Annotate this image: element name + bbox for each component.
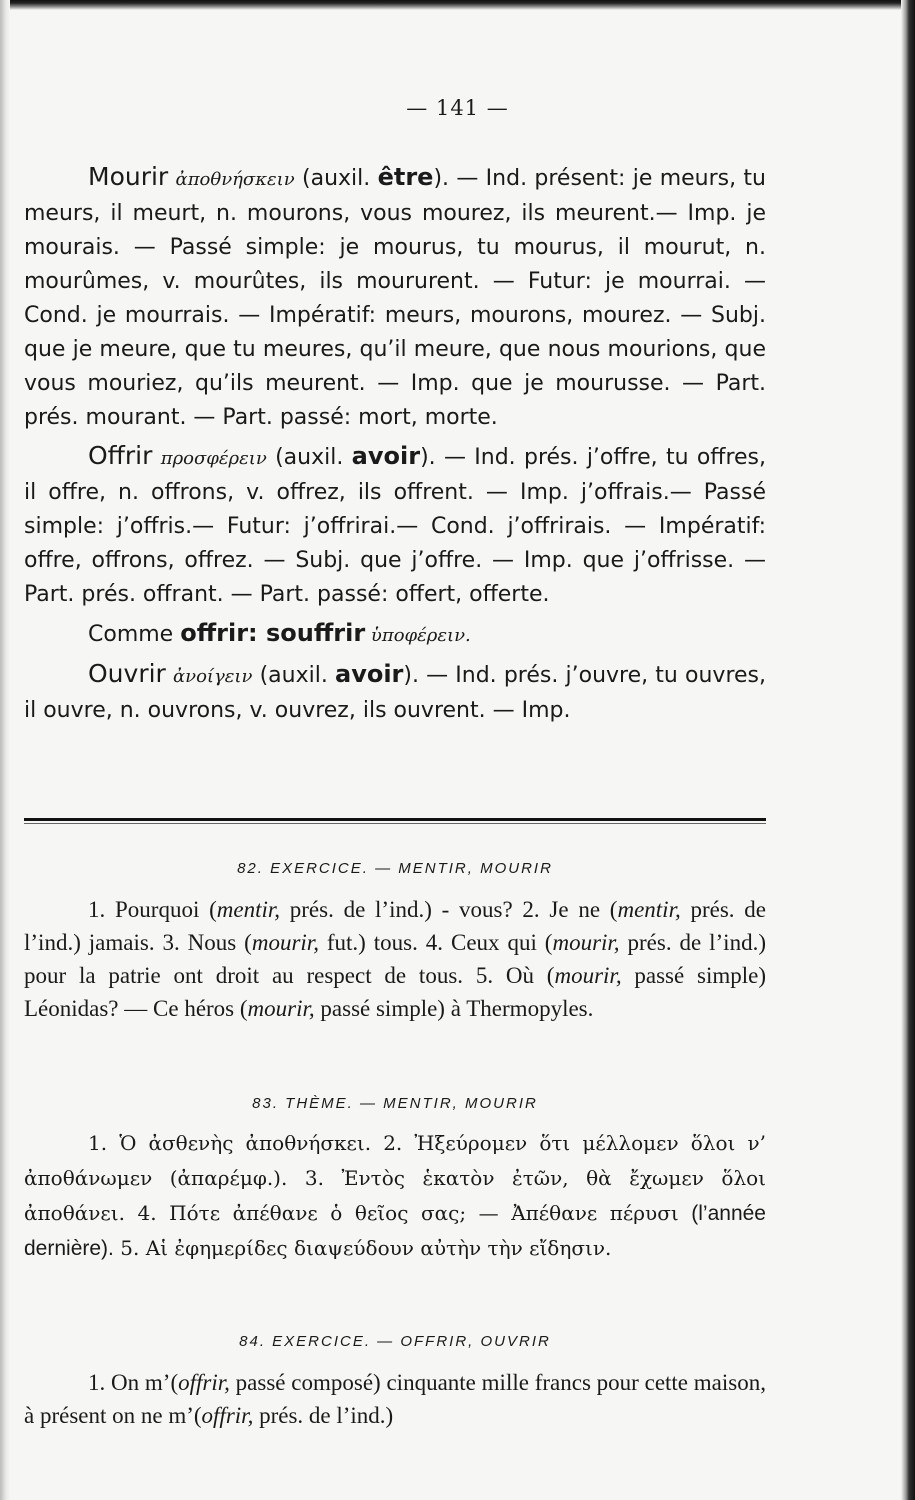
ex82-text-1: 1. Pourquoi ( (88, 897, 217, 922)
exercise-84-heading: 84. EXERCICE. — OFFRIR, OUVRIR (239, 1333, 551, 1350)
auxiliary-ouvrir: avoir (335, 660, 404, 688)
ex84-text-3: prés. de l’ind.) (253, 1403, 394, 1428)
exercise-83-heading: 83. THÈME. — MENTIR, MOURIR (252, 1095, 538, 1112)
conjugation-offrir: ). — Ind. prés. j’offre, tu offres, il offre, n. offrons, v. offrez, ils offrent. — Imp. j’offrais.— Passé simple: j’offris.— Futur: j’offrirai.— Cond. j’offrirais. — Impératif: offre, offrons, offrez. — Subj. que j’offre. — Imp. que j’offrisse. — Part. prés. offrant. — Part. passé: offert, offerte. (24, 445, 767, 607)
section-divider-thin (24, 823, 766, 824)
ex82-text-4: fut.) tous. 4. Ceux qui ( (318, 930, 553, 955)
entry-comme-offrir (24, 616, 766, 653)
ex82-verb-2: mentir, (617, 897, 681, 922)
headword-ouvrir: Ouvrir (88, 659, 166, 688)
conjugation-entries (24, 160, 766, 728)
conjugation-ouvrir: ). — Ind. prés. j’ouvre, tu ouvres, il ouvre, n. ouvrons, v. ouvrez, ils ouvrent. — Imp. (24, 663, 767, 723)
auxiliary-offrir: avoir (351, 442, 421, 470)
section-divider (24, 818, 766, 821)
entry-ouvrir (24, 657, 766, 728)
ex83-french-gloss: (l’année dernière). (24, 1202, 766, 1260)
ex83-greek-2: 5. Αἱ ἐφημερίδες διαψεύδουν αὐτὴν τὴν εἴδησιν. (113, 1236, 612, 1260)
auxiliary-mourir: être (377, 163, 434, 191)
entry-mourir (24, 160, 766, 435)
ex82-verb-4: mourir, (552, 930, 620, 955)
greek-souffrir: ὑποφέρειν. (365, 625, 471, 646)
page-left-edge (0, 0, 10, 1500)
greek-offrir: προσφέρειν (160, 448, 267, 469)
conjugation-mourir: ). — Ind. présent: je meurs, tu meurs, il meurt, n. mourons, vous mourez, ils meurent.— Imp. je mourais. — Passé simple: je mourus, tu mourus, il mourut, n. mourûmes, v. mourûtes, ils moururent. — Futur: je mourrai. —Cond. je mourrais. — Impératif: meurs, mourons, mourez. — Subj. que je meure, que tu meures, qu’il meure, que nous mourions, que vous mouriez, qu’ils meurent. — Imp. que je mourusse. — Part. prés. mourant. — Part. passé: mort, morte. (24, 166, 767, 430)
ex84-verb-1: offrir, (178, 1370, 230, 1395)
comme-word-souffrir: souffrir (266, 619, 366, 647)
greek-mourir: ἀποθνήσκειν (175, 169, 295, 190)
ex83-greek-1: 1. Ὁ ἀσθενὴς ἀποθνήσκει. 2. Ἠξεύρομεν ὅτι μέλλομεν ὅλοι ν’ ἀποθάνωμεν (ἀπαρέμφ.). 3. Ἐντὸς ἑκατὸν ἐτῶν, θὰ ἔχωμεν ὅλοι ἀποθάνει. 4. Πότε ἀπέθανε ὁ θεῖος σας; — Ἀπέθανε πέρυσι (24, 1131, 766, 1225)
aux-open: (auxil. (252, 663, 335, 688)
ex82-text-6: passé simple) Léonidas? — Ce héros ( (24, 963, 766, 1021)
exercise-83-text (24, 1126, 766, 1266)
ex82-verb-3: mourir, (251, 930, 319, 955)
exercise-82-heading: 82. EXERCICE. — MENTIR, MOURIR (237, 860, 553, 877)
ex82-verb-6: mourir, (247, 996, 315, 1021)
page-right-edge (901, 0, 915, 1500)
exercise-82-text (24, 893, 766, 1025)
headword-offrir: Offrir (88, 441, 153, 470)
exercise-84-text (24, 1366, 766, 1432)
ex84-text-2: passé composé) cinquante mille francs pour cette maison, à présent on ne m’( (24, 1370, 766, 1428)
headword-mourir: Mourir (88, 162, 169, 191)
comme-colon: : (248, 619, 266, 647)
aux-open: (auxil. (266, 445, 352, 470)
comme-word-offrir: offrir (180, 619, 249, 647)
entry-offrir (24, 439, 766, 612)
page-top-edge (0, 0, 915, 10)
ex82-text-2: prés. de l’ind.) - vous? 2. Je ne ( (280, 897, 618, 922)
aux-open: (auxil. (294, 166, 378, 191)
ex82-verb-1: mentir, (216, 897, 280, 922)
ex82-verb-5: mourir, (554, 963, 622, 988)
page-number: — 141 — (406, 96, 509, 120)
comme-lead: Comme (88, 622, 181, 647)
ex82-text-5: prés. de l’ind.) pour la patrie ont droit au respect de tous. 5. Où ( (24, 930, 766, 988)
ex82-text-7: passé simple) à Thermopyles. (314, 996, 594, 1021)
greek-ouvrir: ἀνοίγειν (173, 666, 253, 687)
ex82-text-3: prés. de l’ind.) jamais. 3. Nous ( (24, 897, 766, 955)
ex84-verb-2: offrir, (201, 1403, 254, 1428)
ex84-text-1: 1. On m’( (88, 1370, 179, 1395)
